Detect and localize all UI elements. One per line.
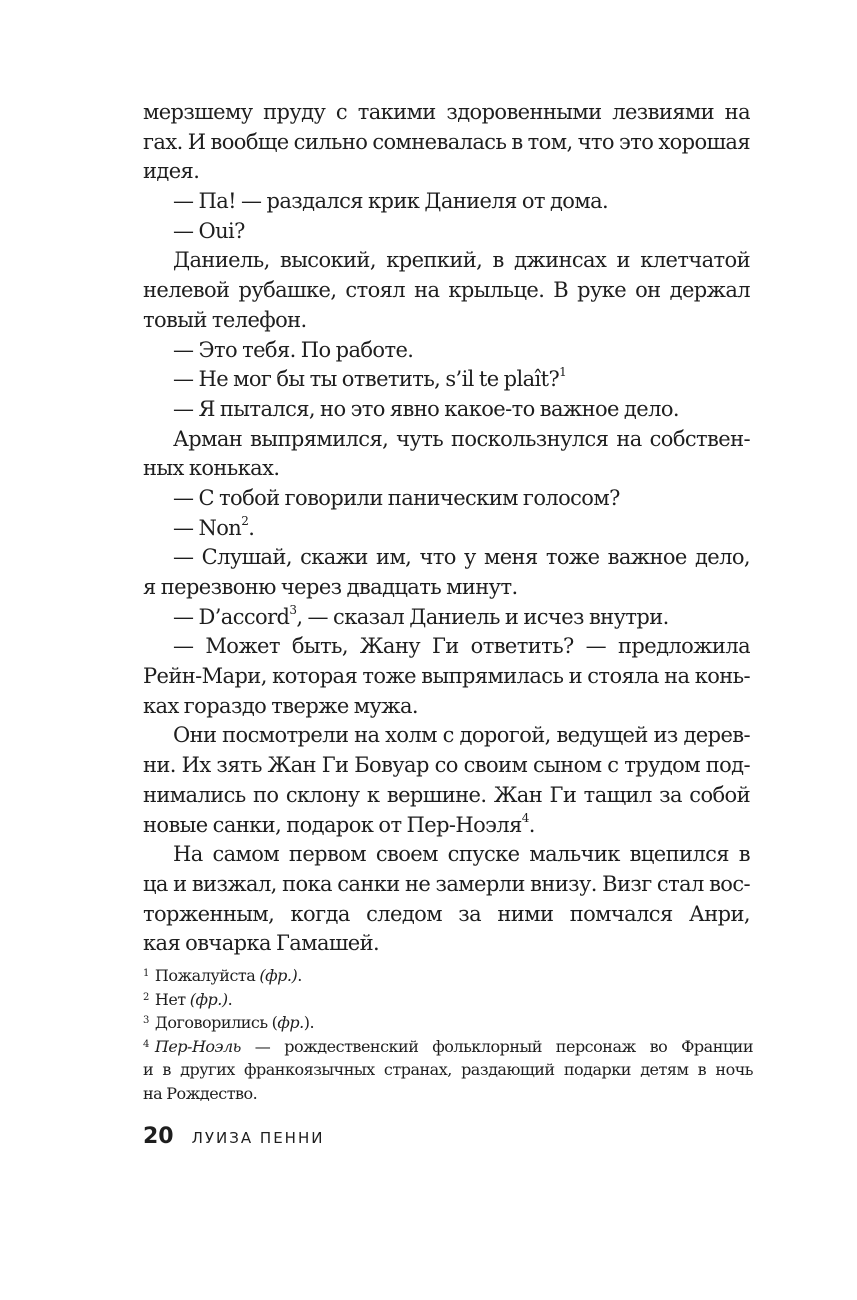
body-line: [143, 811, 750, 841]
body-line: я перезвоню через двадцать минут.: [143, 575, 518, 599]
footnote-number: 1: [143, 968, 149, 979]
body-line: — Слушай, скажи им, что у меня тоже важное дело,: [173, 545, 750, 570]
body-line: гах. И вообще сильно сомневалась в том, что это хорошая: [143, 129, 750, 154]
body-line-text: — D’accord: [173, 604, 290, 629]
footnote-continuation: и в других франкоязычных странах, раздающий подарки детям в ночь: [143, 1060, 753, 1079]
body-line: ца и визжал, пока санки не замерли внизу. Визг стал вос-: [143, 871, 750, 896]
footnote-text: Нет: [154, 989, 190, 1009]
body-line: — Я пытался, но это явно какое-то важное дело.: [173, 396, 679, 421]
body-line: [143, 365, 750, 395]
body-line: — Может быть, Жану Ги ответить? — предложила: [173, 634, 750, 659]
body-line: идея.: [143, 159, 200, 184]
footnote-number: 4: [143, 1038, 149, 1050]
footnote-number: 2: [143, 991, 149, 1003]
body-line: Арман выпрямился, чуть поскользнулся на собствен-: [173, 426, 750, 451]
footnote-lang-note: фр.: [277, 1013, 304, 1032]
footnotes: [143, 964, 753, 1105]
book-page-body: [143, 98, 750, 959]
footnote-ref: 2: [241, 513, 249, 528]
body-line-text: .: [528, 812, 535, 837]
footnote-text: Пожалуйста: [154, 966, 260, 985]
footnote-text: Договорились (: [154, 1013, 278, 1032]
footnote-ref: 3: [289, 602, 297, 617]
body-line: торженным, когда следом за ними помчался Анри,: [143, 901, 750, 926]
running-head-author: ЛУИЗА ПЕННИ: [191, 1129, 325, 1147]
footnote-continuation: на Рождество.: [143, 1083, 258, 1103]
body-line: На самом первом своем спуске мальчик вцепился в: [173, 842, 750, 867]
footnote-lang-note: (фр.): [259, 966, 298, 985]
body-line: мерзшему пруду с такими здоровенными лезвиями на: [143, 100, 750, 124]
body-line: кая овчарка Гамашей.: [143, 931, 380, 956]
body-line: — Па! — раздался крик Даниеля от дома.: [173, 189, 609, 214]
footnote-text: .: [297, 966, 302, 985]
body-line: ных коньках.: [143, 456, 280, 481]
body-line: [143, 514, 750, 544]
footnote: [143, 1011, 753, 1035]
footnote-text: .: [227, 989, 233, 1009]
footnote: [143, 1035, 753, 1059]
body-line-text: — Non: [173, 515, 242, 540]
body-line-text: , — сказал Даниель и исчез внутри.: [296, 604, 669, 629]
footnote-ref: 1: [559, 365, 567, 380]
body-line: товый телефон.: [143, 307, 307, 332]
footnote-text: ).: [303, 1013, 315, 1032]
footnote-text: — рождественский фольклорный персонаж во Франции: [240, 1036, 753, 1056]
body-line: Они посмотрели на холм с дорогой, ведущей из дерев-: [173, 723, 750, 748]
body-line: ках гораздо тверже мужа.: [143, 693, 419, 718]
body-line: [143, 603, 750, 633]
page-number: 20: [143, 1124, 174, 1149]
footnote-number: 3: [143, 1015, 149, 1026]
footnote-lang-note: (фр.): [189, 989, 228, 1009]
body-line: Даниель, высокий, крепкий, в джинсах и клетчатой: [173, 248, 750, 273]
body-line: — С тобой говорили паническим голосом?: [173, 485, 620, 510]
footnote-ref: 4: [521, 810, 529, 825]
body-line-text: новые санки, подарок от Пер-Ноэля: [143, 812, 522, 837]
body-line-text: .: [248, 515, 255, 540]
page-footer: [143, 1124, 324, 1149]
body-line: нимались по склону к вершине. Жан Ги тащил за собой: [143, 782, 750, 807]
footnote: [143, 964, 753, 988]
body-line: — Oui?: [173, 218, 245, 243]
body-line: Рейн-Мари, которая тоже выпрямилась и стояла на конь-: [143, 664, 750, 689]
body-line: — Это тебя. По работе.: [173, 337, 414, 362]
body-line-text: — Не мог бы ты ответить, s’il te plaît?: [173, 367, 560, 392]
footnote: [143, 988, 753, 1012]
body-line: ни. Их зять Жан Ги Бовуар со своим сыном с трудом под-: [143, 753, 750, 778]
body-line: нелевой рубашке, стоял на крыльце. В руке он держал: [143, 278, 750, 303]
footnote-term: Пер-Ноэль: [154, 1036, 241, 1056]
